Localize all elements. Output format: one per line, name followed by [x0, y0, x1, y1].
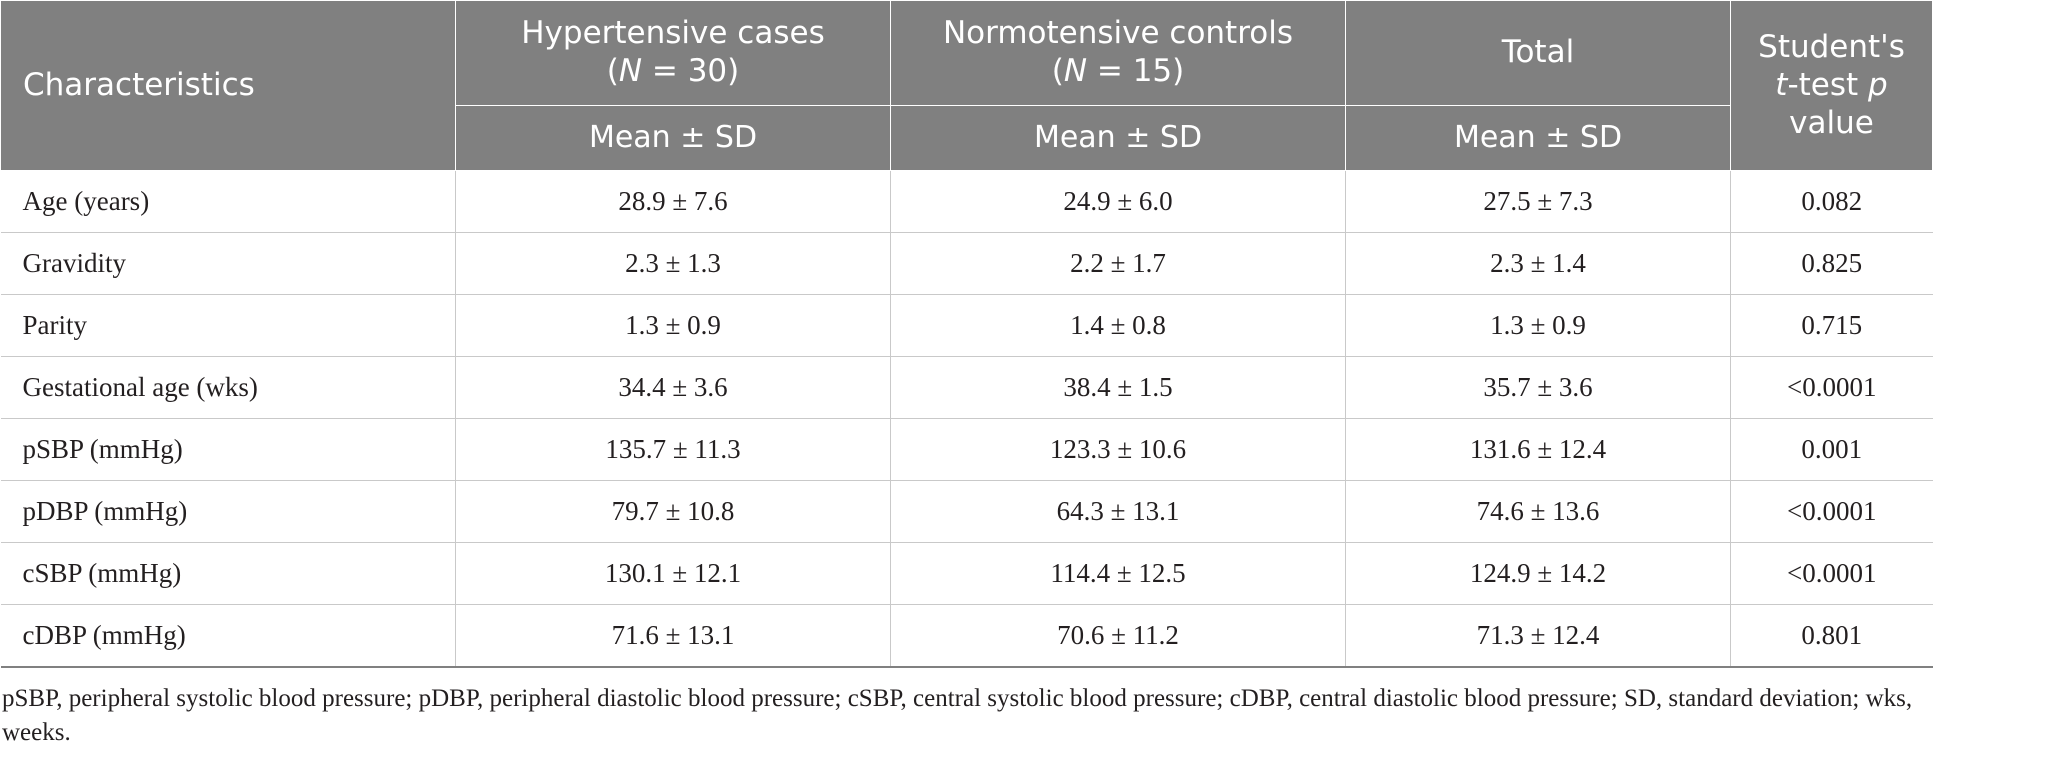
- cell-total: 2.3 ± 1.4: [1346, 233, 1731, 295]
- cell-total: 1.3 ± 0.9: [1346, 295, 1731, 357]
- cell-characteristic: cDBP (mmHg): [1, 605, 456, 668]
- cell-cases: 2.3 ± 1.3: [456, 233, 891, 295]
- column-header-characteristics: Characteristics: [1, 1, 456, 171]
- cell-total: 74.6 ± 13.6: [1346, 481, 1731, 543]
- cell-controls: 24.9 ± 6.0: [891, 171, 1346, 233]
- subheader-mean-sd-cases: Mean ± SD: [456, 105, 891, 171]
- cell-total: 35.7 ± 3.6: [1346, 357, 1731, 419]
- cell-controls: 70.6 ± 11.2: [891, 605, 1346, 668]
- column-header-total: Total: [1346, 1, 1731, 106]
- cell-cases: 71.6 ± 13.1: [456, 605, 891, 668]
- table-header-row-1: [1, 1, 1933, 106]
- table-row: [1, 419, 1933, 481]
- table-row: [1, 543, 1933, 605]
- cell-cases: 28.9 ± 7.6: [456, 171, 891, 233]
- column-header-hypertensive-cases-label: Hypertensive cases: [521, 15, 825, 51]
- cell-characteristic: Parity: [1, 295, 456, 357]
- cell-pvalue: 0.801: [1731, 605, 1933, 668]
- table-body: [1, 171, 1933, 668]
- cell-pvalue: 0.001: [1731, 419, 1933, 481]
- cell-pvalue: 0.082: [1731, 171, 1933, 233]
- cell-characteristic: Age (years): [1, 171, 456, 233]
- column-header-normotensive-controls: [891, 1, 1346, 106]
- cell-characteristic: cSBP (mmHg): [1, 543, 456, 605]
- table-row: [1, 295, 1933, 357]
- cell-characteristic: Gravidity: [1, 233, 456, 295]
- table-row: [1, 357, 1933, 419]
- cell-characteristic: pDBP (mmHg): [1, 481, 456, 543]
- table-row: [1, 233, 1933, 295]
- column-header-ttest-p-value: Student's t-test p value: [1731, 1, 1933, 171]
- cell-total: 124.9 ± 14.2: [1346, 543, 1731, 605]
- cell-controls: 114.4 ± 12.5: [891, 543, 1346, 605]
- cell-pvalue: <0.0001: [1731, 543, 1933, 605]
- cell-controls: 123.3 ± 10.6: [891, 419, 1346, 481]
- table-row: [1, 481, 1933, 543]
- table-footnote: pSBP, peripheral systolic blood pressure; pDBP, peripheral diastolic blood pressure; cSBP, central systolic blood pressure; cDBP, central diastolic blood pressure; SD, standard deviation; wks, weeks.: [2, 685, 1913, 746]
- cell-pvalue: <0.0001: [1731, 481, 1933, 543]
- cell-pvalue: 0.825: [1731, 233, 1933, 295]
- cell-total: 71.3 ± 12.4: [1346, 605, 1731, 668]
- cell-controls: 2.2 ± 1.7: [891, 233, 1346, 295]
- cell-characteristic: pSBP (mmHg): [1, 419, 456, 481]
- column-header-normotensive-controls-label: Normotensive controls: [942, 15, 1294, 51]
- table-row: [1, 605, 1933, 668]
- cell-cases: 34.4 ± 3.6: [456, 357, 891, 419]
- table-row: [1, 171, 1933, 233]
- cell-controls: 38.4 ± 1.5: [891, 357, 1346, 419]
- cell-cases: 135.7 ± 11.3: [456, 419, 891, 481]
- cell-total: 27.5 ± 7.3: [1346, 171, 1731, 233]
- cell-pvalue: 0.715: [1731, 295, 1933, 357]
- subheader-mean-sd-total: Mean ± SD: [1346, 105, 1731, 171]
- cell-total: 131.6 ± 12.4: [1346, 419, 1731, 481]
- table-head: [1, 1, 1933, 171]
- cell-cases: 1.3 ± 0.9: [456, 295, 891, 357]
- cell-cases: 79.7 ± 10.8: [456, 481, 891, 543]
- cell-cases: 130.1 ± 12.1: [456, 543, 891, 605]
- subheader-mean-sd-controls: Mean ± SD: [891, 105, 1346, 171]
- column-header-hypertensive-cases-sub: (N = 30): [606, 52, 740, 89]
- cell-controls: 64.3 ± 13.1: [891, 481, 1346, 543]
- column-header-normotensive-controls-sub: (N = 15): [1051, 52, 1185, 89]
- cell-controls: 1.4 ± 0.8: [891, 295, 1346, 357]
- cell-pvalue: <0.0001: [1731, 357, 1933, 419]
- cell-characteristic: Gestational age (wks): [1, 357, 456, 419]
- column-header-hypertensive-cases: [456, 1, 891, 106]
